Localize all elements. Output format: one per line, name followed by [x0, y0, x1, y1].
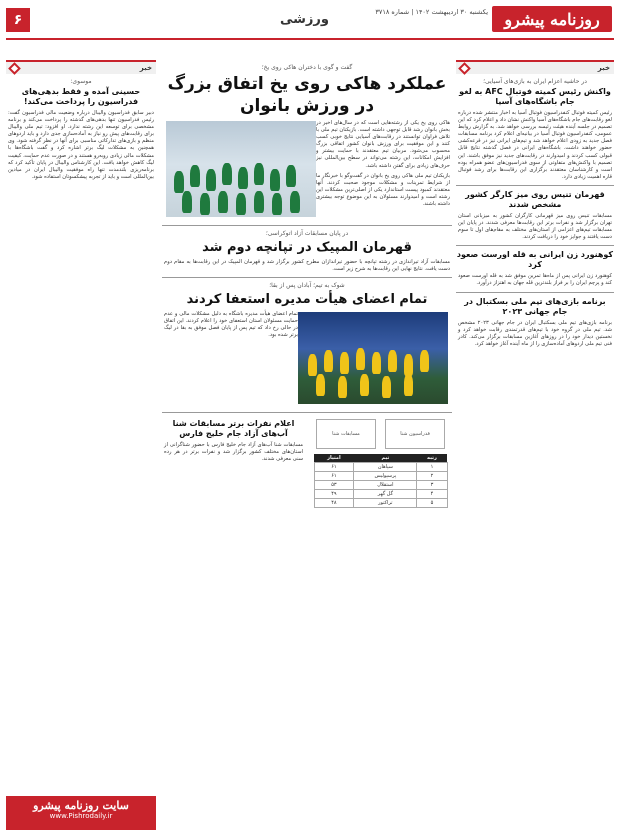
- divider: [456, 245, 614, 246]
- left-kicker: موسوی:: [70, 78, 92, 85]
- website-label: سایت روزنامه پیشرو: [33, 799, 129, 812]
- player-figure: [200, 193, 210, 215]
- player-figure: [420, 350, 429, 372]
- left-body: دبیر سابق فدراسیون والیبال درباره وضعیت مالی فدراسیون گفت: رئیس فدراسیون تنها بدهی‌های گذشته را پرداخت می‌کند و برنامه مشخصی برای توسعه این رشته ندارد. او افزود: تیم ملی والیبال برای رقابت‌های پیش رو نیاز به آماده‌سازی جدی دارد و باید اردوهای منظم و بازی‌های تدارکاتی مناسبی برای آنها در نظر گرفته شود. وی همچنین به مشکلات لیگ برتر اشاره کرد و گفت باشگاه‌ها با مشکلات مالی زیادی روبه‌رو هستند و در صورت عدم حمایت، کیفیت لیگ کاهش خواهد یافت. این کارشناس والیبال در پایان تأکید کرد که برنامه‌ریزی بلندمدت تنها راه موفقیت والیبال ایران در میادین بین‌المللی است و باید از تجربه پیشکسوتان استفاده شود.: [8, 110, 154, 180]
- player-figure: [182, 191, 192, 213]
- player-figure: [254, 191, 264, 213]
- table-row: [314, 499, 447, 508]
- right-headline: واکنش رئیس کمیته فوتبال AFC به لغو جام باشگاه‌های آسیا: [459, 87, 611, 106]
- left-news-tab: [6, 60, 156, 74]
- left-news-tab-label: خبر: [139, 64, 152, 72]
- table-cell: ۵۳: [314, 481, 354, 490]
- website-url[interactable]: www.Pishrodaily.ir: [49, 812, 113, 820]
- player-figure: [340, 352, 349, 374]
- table-cell: تراکتور: [354, 499, 417, 508]
- mid-headline2: قهرمان المپیک در تپانچه دوم شد: [202, 240, 412, 255]
- player-figure: [270, 169, 280, 191]
- divider: [456, 185, 614, 186]
- player-figure: [290, 191, 300, 213]
- right-story3-headline: کوهنورد زن ایرانی به قله اورست صعود کرد: [456, 250, 614, 270]
- right-story4-body: برنامه بازی‌های تیم ملی بسکتبال ایران در جام جهانی ۲۰۲۳ مشخص شد. تیم ملی در گروه خود با تیم‌های قدرتمندی رقابت خواهد کرد و نخستین دیدار خود را در روزهای آغازین مسابقات برگزار می‌کند. کادر فنی تیم ملی اردوهای آماده‌سازی را از ماه آینده آغاز خواهد کرد.: [458, 319, 612, 347]
- player-figure: [174, 171, 184, 193]
- player-figure: [388, 350, 397, 372]
- mid-body-d: تمام اعضای هیأت مدیره باشگاه به دلیل مشکلات مالی و عدم حمایت مسئولان استان استعفای خود را اعلام کردند. این اتفاق در حالی رخ داد که تیم پس از پایان فصل موفق به بقا در لیگ برتر شده بود.: [164, 311, 298, 339]
- table-cell: ۶۱: [314, 463, 354, 472]
- table-cell: ۲: [417, 472, 447, 481]
- results-block: [309, 417, 452, 511]
- mid-body-b: بازیکنان تیم ملی هاکی روی یخ بانوان در گفت‌وگو با خبرنگار ما از شرایط تمرینات و مشکلات موجود صحبت کردند. آنها معتقدند کمبود پیست استاندارد یکی از اصلی‌ترین مشکلات این رشته است و امیدوارند مسئولان به این موضوع توجه بیشتری داشته باشند.: [316, 172, 450, 208]
- right-story2-body: مسابقات تنیس روی میز قهرمانی کارگران کشور به میزبانی استان تهران برگزار شد و نفرات برتر این رقابت‌ها معرفی شدند. در پایان این مسابقات تیم‌های اعزامی از استان‌های مختلف به مقام‌های اول تا سوم دست یافتند و جوایز خود را دریافت کردند.: [458, 212, 612, 241]
- player-figure: [190, 165, 200, 187]
- table-cell: استقلال: [354, 481, 417, 490]
- right-story2-headline: قهرمان تنیس روی میز کارگر کشور مشخص شدند: [465, 189, 605, 209]
- mid-body-a: هاکی روی یخ یکی از رشته‌هایی است که در سال‌های اخیر در بخش بانوان رشد قابل توجهی داشته است. بازیکنان تیم ملی با تلاش فراوان توانستند در رقابت‌های آسیایی نتایج خوبی کسب کنند و این موفقیت برای ورزش بانوان کشور اتفاقی بزرگ محسوب می‌شود. مربیان تیم معتقدند با حمایت بیشتر و افزایش امکانات، این رشته می‌تواند در سطح بین‌المللی نیز حرف‌های زیادی برای گفتن داشته باشد.: [316, 120, 450, 169]
- table-row: [314, 481, 447, 490]
- results-table: [314, 454, 448, 508]
- mid-kicker: گفت و گوی با دختران هاکی روی یخ؛: [261, 64, 353, 71]
- table-header: امتیاز: [314, 454, 354, 463]
- mid-headline: عملکرد هاکی روی یخ اتفاق بزرگ در ورزش بانوان: [167, 74, 447, 116]
- right-story4-headline: برنامه بازی‌های تیم ملی بسکتبال در جام جهانی ۲۰۲۳: [464, 296, 606, 316]
- table-row: [314, 490, 447, 499]
- mid-body-c: مسابقات آزاد تیراندازی در رشته تپانچه با حضور تیراندازان مطرح کشور برگزار شد و قهرمان المپیک در این رقابت‌ها به مقام دوم دست یافت. نتایج نهایی این رقابت‌ها به شرح زیر است.: [164, 259, 450, 273]
- page-header: [0, 0, 620, 64]
- divider: [162, 277, 452, 278]
- diamond-icon: [8, 62, 21, 75]
- divider: [456, 292, 614, 293]
- player-figure: [338, 376, 347, 398]
- table-cell: ۵: [417, 499, 447, 508]
- player-figure: [206, 169, 216, 191]
- newspaper-logo: روزنامه پیشرو: [492, 6, 612, 32]
- table-cell: ۶۱: [314, 472, 354, 481]
- divider: [162, 225, 452, 226]
- section-title: ورزشی: [280, 12, 329, 27]
- bottom-mid-row: [162, 417, 452, 511]
- player-figure: [324, 350, 333, 372]
- player-figure: [382, 376, 391, 398]
- page-number: ۶: [6, 8, 30, 32]
- right-column: [456, 60, 614, 830]
- right-body: رئیس کمیته فوتبال کنفدراسیون فوتبال آسیا به اخبار منتشر شده درباره لغو رقابت‌های جام باشگاه‌های آسیا واکنش نشان داد و اعلام کرد که این تصمیم در جلسه آینده هیئت رئیسه بررسی خواهد شد. به گزارش روابط عمومی، کنفدراسیون فوتبال آسیا در بیانیه‌ای اعلام کرد برنامه مسابقات فصل جدید به زودی اعلام خواهد شد و تیم‌های ایرانی نیز در قرعه‌کشی حضور خواهند داشت. باشگاه‌های ایرانی در فصل گذشته نتایج قابل قبولی کسب کردند و امیدوارند در رقابت‌های جدید نیز موفق باشند. این تصمیم با واکنش‌های متفاوتی از سوی فدراسیون‌های عضو همراه بوده است و کارشناسان معتقدند برگزاری این رقابت‌ها برای رشد فوتبال قاره اهمیت زیادی دارد.: [458, 110, 612, 180]
- mid-body-e: مسابقات شنا آب‌های آزاد جام خلیج فارس با حضور شناگرانی از استان‌های مختلف کشور برگزار شد و نفرات برتر در هر رده سنی معرفی شدند.: [164, 442, 303, 463]
- player-figure: [238, 167, 248, 189]
- player-figure: [218, 191, 228, 213]
- table-header: رتبه: [417, 454, 447, 463]
- header-rule: [6, 38, 614, 40]
- player-figure: [254, 163, 264, 185]
- table-cell: ۴۸: [314, 499, 354, 508]
- player-figure: [360, 374, 369, 396]
- mid-headline3: تمام اعضای هیأت مدیره استعفا کردند: [186, 292, 428, 308]
- table-cell: پرسپولیس: [354, 472, 417, 481]
- player-figure: [372, 352, 381, 374]
- mid-kicker2: در پایان مسابقات آزاد اتوکراسی؛: [265, 230, 349, 237]
- mid-kicker3: شوک به تیم؛ آبادان پس از بقا؛: [269, 282, 345, 290]
- divider: [162, 412, 452, 413]
- federation-logo: فدراسیون شنا: [385, 419, 445, 449]
- soccer-team-photo: [298, 312, 448, 404]
- right-kicker: در حاشیه اعزام ایران به بازی‌های آسیایی؛: [483, 78, 587, 85]
- player-figure: [316, 374, 325, 396]
- table-cell: ۱: [417, 463, 447, 472]
- player-figure: [286, 165, 296, 187]
- table-cell: سپاهان: [354, 463, 417, 472]
- player-figure: [404, 374, 413, 396]
- player-figure: [236, 193, 246, 215]
- right-story3-body: کوهنورد زن ایرانی پس از ماه‌ها تمرین موفق شد به قله اورست صعود کند و پرچم ایران را بر فراز بلندترین قله جهان به اهتزاز درآورد.: [458, 273, 612, 287]
- right-news-tab: [456, 60, 614, 74]
- swim-block: [162, 417, 305, 511]
- competition-logo: مسابقات شنا: [316, 419, 376, 449]
- left-column: [6, 60, 156, 770]
- left-headline: حسینی آمده و فقط بدهی‌های فدراسیون را پرداخت می‌کند!: [21, 87, 141, 106]
- table-cell: ۴۹: [314, 490, 354, 499]
- hockey-team-photo: [166, 121, 316, 217]
- table-row: [314, 472, 447, 481]
- table-cell: ۴: [417, 490, 447, 499]
- diamond-icon: [458, 62, 471, 75]
- mid-headline4: اعلام نفرات برتر مسابقات شنا آب‌های آزاد جام خلیج فارس: [172, 419, 295, 439]
- right-news-tab-label: خبر: [597, 64, 610, 72]
- player-figure: [272, 193, 282, 215]
- player-figure: [222, 163, 232, 185]
- player-figure: [404, 354, 413, 376]
- dateline: یکشنبه ۳۰ اردیبهشت ۱۴۰۲ | شماره ۳۷۱۸: [375, 8, 488, 16]
- table-cell: گل گهر: [354, 490, 417, 499]
- player-figure: [356, 348, 365, 370]
- website-banner[interactable]: [6, 796, 156, 830]
- middle-column: [162, 60, 452, 830]
- player-figure: [308, 354, 317, 376]
- table-row: [314, 463, 447, 472]
- table-cell: ۳: [417, 481, 447, 490]
- table-header: تیم: [354, 454, 417, 463]
